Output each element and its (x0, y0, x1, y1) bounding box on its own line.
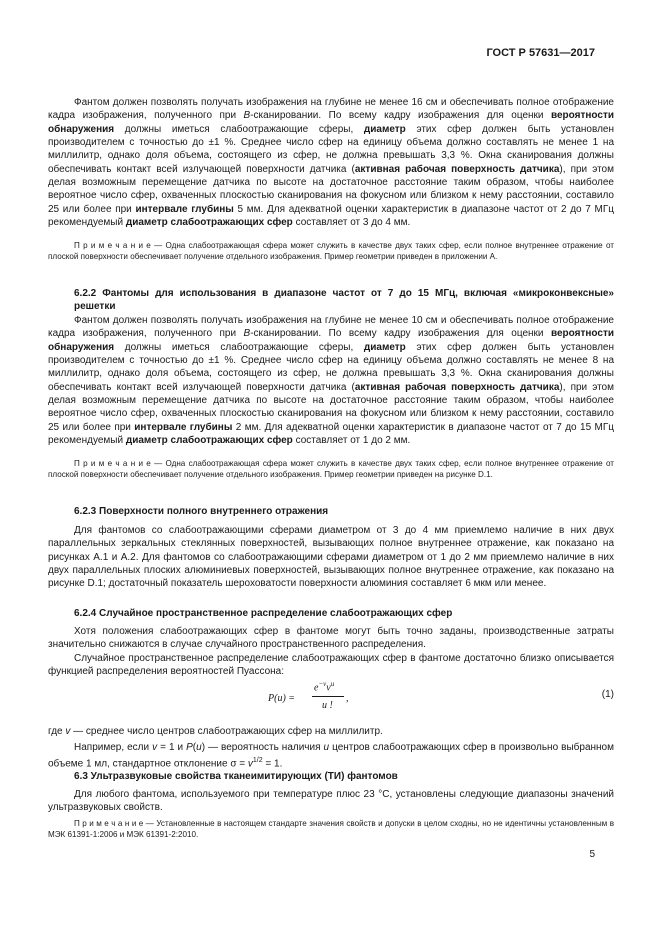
text-run: -сканировании. По всему кадру изображения для оценки (250, 328, 551, 340)
text-run: составляет от 1 до 2 мм. (292, 435, 411, 447)
term: диаметр слабоотражающих сфер (125, 217, 293, 229)
heading-6-2-4: 6.2.4 Случайное пространственное распределение слабоотражающих сфер (74, 608, 453, 619)
formula-numerator: $e^{-v}v^u$ (314, 680, 335, 694)
text-run: составляет от 3 до 4 мм. (292, 217, 411, 229)
page-number: 5 (589, 849, 595, 860)
heading-6-2-3: 6.2.3 Поверхности полного внутреннего отражения (74, 506, 329, 517)
fraction-bar (312, 696, 344, 697)
text-run: -сканировании. По всему кадру изображения для оценки (250, 110, 551, 122)
note-label: П р и м е ч а н и е (74, 819, 144, 828)
note-label: П р и м е ч а н и е (74, 241, 151, 250)
var: u (323, 742, 330, 753)
note-text: — Одна слабоотражающая сфера может служить в качестве двух таких сфер, если полное внутреннее отражение от плоской поверхности обеспечивает получение отдельного изображения. Пример геометрии приведен в приложении А. (48, 241, 614, 261)
formula-comma: , (346, 693, 349, 704)
text-run: ( (192, 742, 197, 753)
term: активная рабочая поверхность датчика (354, 163, 560, 175)
text-run: 5 мм. Для адекватной оценки характеристик в диапазоне частот от 2 до 7 МГц рекомендуемый (48, 203, 614, 229)
term: вероятности обнаружения (48, 328, 614, 353)
text-run: ), при этом делая возможным перемещение датчика по высоте на достаточное расстояние таким образом, чтобы наиболее вероятное число сфер, охваченных плоскостью сканирования на фокусном или близком к нему расстоянии, составило 25 или более при (48, 163, 614, 215)
document-id: ГОСТ Р 57631—2017 (486, 47, 595, 59)
note-text: — Установленные в настоящем стандарте значения свойств и допуски в целом сходны, но не идентичны установленным в МЭК 61391-1:2006 и МЭК 61391-2:2010. (48, 819, 614, 839)
text-run: где (48, 726, 66, 737)
var: v (152, 742, 158, 753)
heading-6-3: 6.3 Ультразвуковые свойства тканеимитирующих (ТИ) фантомов (74, 771, 398, 782)
poisson-formula (268, 680, 388, 720)
text-run: центров слабоотражающих сфер в произвольно выбранном объеме 1 мл, стандартное отклонение σ = (48, 742, 614, 770)
var: P (186, 742, 193, 753)
text-run: B (243, 110, 251, 122)
exponent: 1/2 (252, 757, 263, 765)
var: v (247, 758, 253, 770)
formula-denominator: u ! (322, 700, 333, 711)
note-label: П р и м е ч а н и е (74, 459, 151, 468)
text-run: ), при этом делая возможным перемещение датчика по высоте на достаточное расстояние таким образом, чтобы наиболее вероятное число сфер, охваченных плоскостью сканирования на фокусном или близком к нему расстоянии, составило 25 или более при (48, 381, 614, 433)
var: v (65, 726, 71, 737)
paragraph-total-reflection: Для фантомов со слабоотражающими сферами диаметром от 3 до 4 мм приемлемо наличие в них двух параллельных зеркальных стеклянных поверхностей, вызывающих полное внутреннее отражение, как показано на рисунках А.1 и А.2. Для фантомов со слабоотражающими сферами диаметром от 1 до 2 мм приемлемо наличие в них двух параллельных плоских алюминиевых поверхностей, вызывающих полное внутреннее отражение, как показано на рисунке D.1; достаточный показатель шероховатости поверхности алюминия составляет 6 мкм или менее. (48, 525, 614, 590)
heading-6-2-2: 6.2.2 Фантомы для использования в диапазоне частот от 7 до 15 МГц, включая «микроконвексные» решетки (74, 288, 614, 313)
paragraph-phantom-7-15mhz (48, 314, 614, 447)
term: интервале глубины (135, 203, 234, 215)
text-run: 2 мм. Для адекватной оценки характеристик в диапазоне частот от 7 до 15 МГц рекомендуемый (48, 421, 614, 447)
text-run: Фантом должен позволять получать изображения на глубине не менее 16 см и обеспечивать полное отображение кадра изображения, полученного при (48, 97, 614, 122)
term: диаметр слабоотражающих сфер (125, 435, 293, 447)
term: активная рабочая поверхность датчика (354, 381, 560, 393)
text-run: ) — вероятность наличия (201, 742, 324, 753)
term: диаметр (363, 123, 406, 135)
paragraph-ultrasound-properties: Для любого фантома, используемого при температуре плюс 23 °С, установлены следующие диапазоны значений ультразвуковых свойств. (48, 789, 614, 814)
text-run: = 1 и (157, 742, 187, 753)
note-2 (48, 458, 614, 480)
text-run: B (243, 328, 251, 340)
paragraph-poisson: Случайное пространственное распределение слабоотражающих сфер в фантоме достаточно близко описывается функцией распределения вероятностей Пуассона: (48, 653, 614, 678)
term: интервале глубины (134, 421, 233, 433)
var: u (196, 742, 202, 753)
paragraph-phantom-2-7mhz (48, 96, 614, 229)
text-run: этих сфер должен быть установлен производителем с точностью до ±1 %. Среднее число сфер на единицу объема должно составлять не менее 8 на миллилитр, однако доля объема, состоящего из сфер, не должна превышать 3,3 %. Окна сканирования должны обеспечивать контакт всей излучающей поверхности датчика ( (48, 341, 614, 393)
note-1 (48, 240, 614, 262)
term: диаметр (363, 341, 406, 353)
equation-number: (1) (601, 689, 614, 700)
text-run: — среднее число центров слабоотражающих сфер на миллилитр. (70, 726, 383, 737)
paragraph-where-v (48, 725, 614, 738)
paragraph-example (48, 741, 614, 771)
text-run: = 1. (262, 758, 283, 770)
text-run: должны иметься слабоотражающие сферы, (114, 123, 364, 135)
text-run: этих сфер должен быть установлен производителем с точностью до ±1 %. Среднее число сфер на единицу объема должно составлять не менее 1 на миллилитр, однако доля объема, состоящего из сфер, не должна превышать 3,3 %. Окна сканирования должны обеспечивать контакт всей излучающей поверхности датчика ( (48, 123, 614, 175)
formula-lhs: P(u) = (268, 693, 296, 704)
note-text: — Одна слабоотражающая сфера может служить в качестве двух таких сфер, если полное внутреннее отражение от плоской поверхности обеспечивает получение отдельного изображения. Пример геометрии приведен на рисунке D.1. (48, 459, 614, 479)
term: вероятности обнаружения (48, 110, 614, 135)
text-run: должны иметься слабоотражающие сферы, (114, 341, 364, 353)
text-run: Фантом должен позволять получать изображения на глубине не менее 10 см и обеспечивать полное отображение кадра изображения, полученного при (48, 315, 614, 340)
note-3 (48, 818, 614, 840)
text-run: Например, если (74, 742, 153, 753)
paragraph-random-distribution: Хотя положения слабоотражающих сфер в фантоме могут быть точно заданы, производственные затраты значительно снижаются в случае случайного пространственного распределения. (48, 626, 614, 651)
